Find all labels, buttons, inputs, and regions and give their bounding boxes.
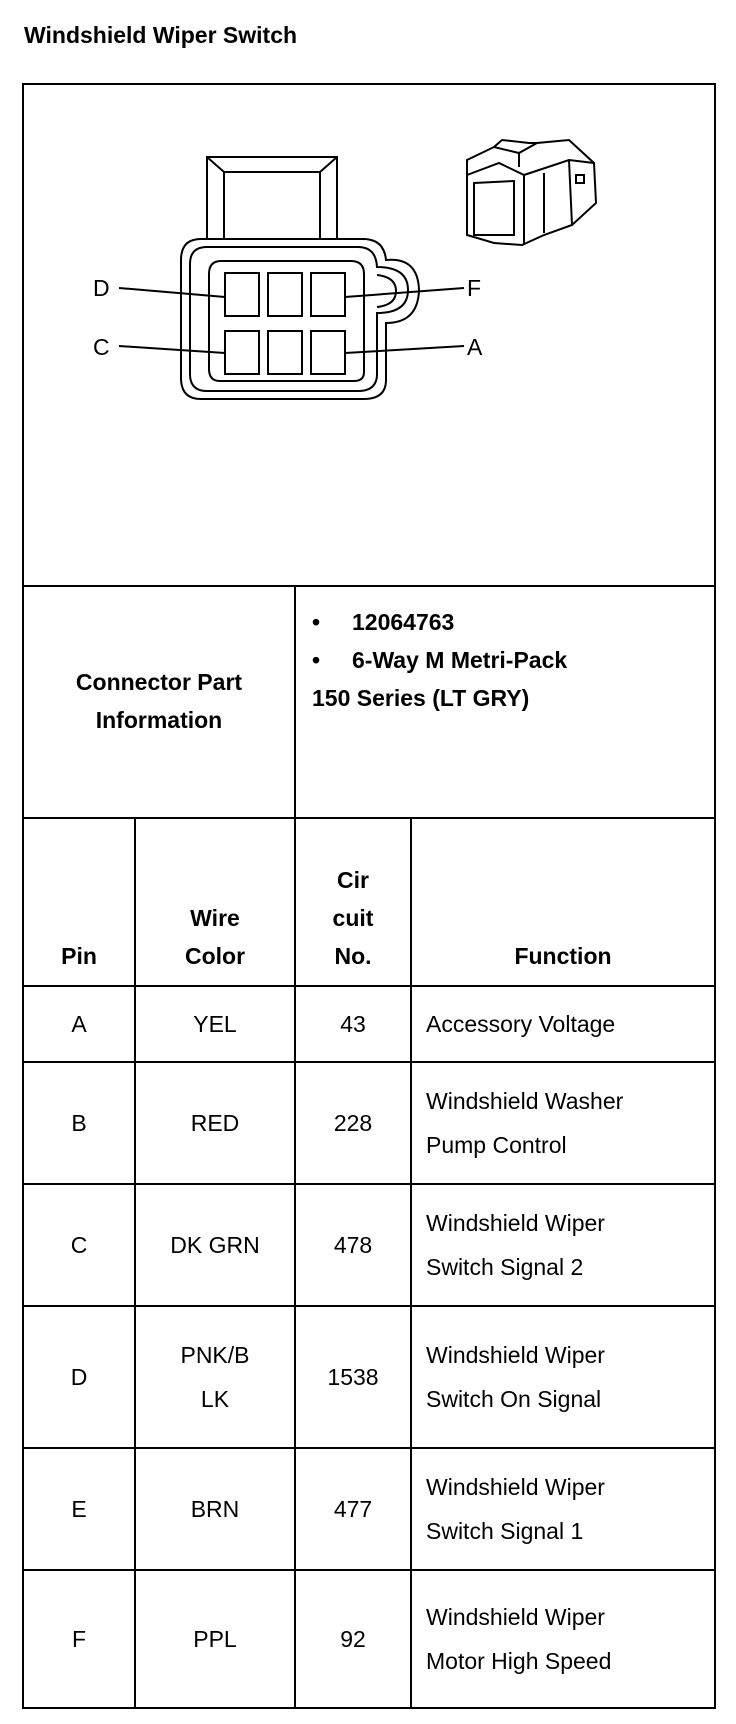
table-row-circuit: 1538 (327, 1364, 379, 1390)
table-row-wire-color: PPL (193, 1626, 237, 1652)
function-line1: Windshield Wiper (426, 1210, 605, 1236)
function-line2: Switch Signal 2 (426, 1254, 584, 1280)
header-function-text: Function (514, 943, 612, 969)
connector-info-label-line1: Connector Part (75, 669, 243, 695)
connector-type: 6-Way M Metri-Pack (352, 647, 568, 673)
page-title: Windshield Wiper Switch (24, 22, 298, 48)
header-pin-text: Pin (61, 943, 97, 969)
function-line1: Windshield Wiper (426, 1474, 605, 1500)
table-row-function (412, 1307, 714, 1447)
table-row-circuit: 92 (340, 1626, 366, 1652)
connector-diagram (24, 85, 714, 585)
function-line1: Windshield Wiper (426, 1342, 605, 1368)
connector-face-diagram (24, 85, 714, 585)
function-text: Accessory Voltage (426, 1011, 616, 1037)
table-row-function (412, 1571, 714, 1707)
pin-label-c: C (93, 334, 110, 360)
table-row-pin: C (70, 1232, 88, 1258)
header-circuit-no (296, 819, 410, 985)
header-circuit-line1: Cir (337, 867, 369, 893)
table-row-circuit: 477 (333, 1496, 373, 1522)
function-line2: Pump Control (426, 1132, 567, 1158)
connector-info-label-line2: Information (95, 707, 223, 733)
header-wire-color-line2: Color (184, 943, 246, 969)
table-row-pin: D (70, 1364, 88, 1390)
part-number: 12064763 (352, 609, 455, 635)
connector-table (22, 83, 716, 1709)
function-line2: Switch Signal 1 (426, 1518, 584, 1544)
header-circuit-line2: cuit (332, 905, 374, 931)
connector-info-label (24, 585, 294, 817)
table-row-wire-color: RED (190, 1110, 240, 1136)
wire-color-line1: PNK/B (180, 1342, 250, 1368)
table-row-function (412, 987, 714, 1061)
table-row-circuit: 228 (333, 1110, 373, 1136)
table-row-wire-color: DK GRN (170, 1232, 260, 1258)
function-line1: Windshield Washer (426, 1088, 624, 1114)
table-row-wire-color (136, 1307, 294, 1447)
function-line2: Motor High Speed (426, 1648, 612, 1674)
function-line1: Windshield Wiper (426, 1604, 605, 1630)
header-pin (24, 819, 134, 985)
table-row-pin: F (71, 1626, 87, 1652)
part-number-item (312, 603, 712, 641)
connector-series: 150 Series (LT GRY) (312, 685, 530, 711)
pin-label-a: A (467, 334, 483, 360)
wire-color-line2: LK (200, 1386, 230, 1412)
table-row-function (412, 1449, 714, 1569)
connector-type-item (312, 641, 712, 679)
table-row-circuit: 43 (340, 1011, 366, 1037)
table-row-wire-color: YEL (193, 1011, 237, 1037)
function-line2: Switch On Signal (426, 1386, 602, 1412)
table-row-function (412, 1063, 714, 1183)
table-row-circuit: 478 (333, 1232, 373, 1258)
table-row-pin: E (71, 1496, 87, 1522)
bullet-icon: • (312, 647, 321, 673)
bullet-icon: • (312, 609, 321, 635)
header-function (412, 819, 714, 985)
header-circuit-line3: No. (334, 943, 372, 969)
table-row-pin: B (71, 1110, 87, 1136)
header-wire-color (136, 819, 294, 985)
header-wire-color-line1: Wire (190, 905, 240, 931)
table-row-wire-color: BRN (190, 1496, 240, 1522)
pin-label-d: D (93, 275, 110, 301)
table-row-pin: A (71, 1011, 87, 1037)
table-row-function (412, 1185, 714, 1305)
connector-info-value (312, 603, 712, 717)
pin-label-f: F (467, 275, 482, 301)
